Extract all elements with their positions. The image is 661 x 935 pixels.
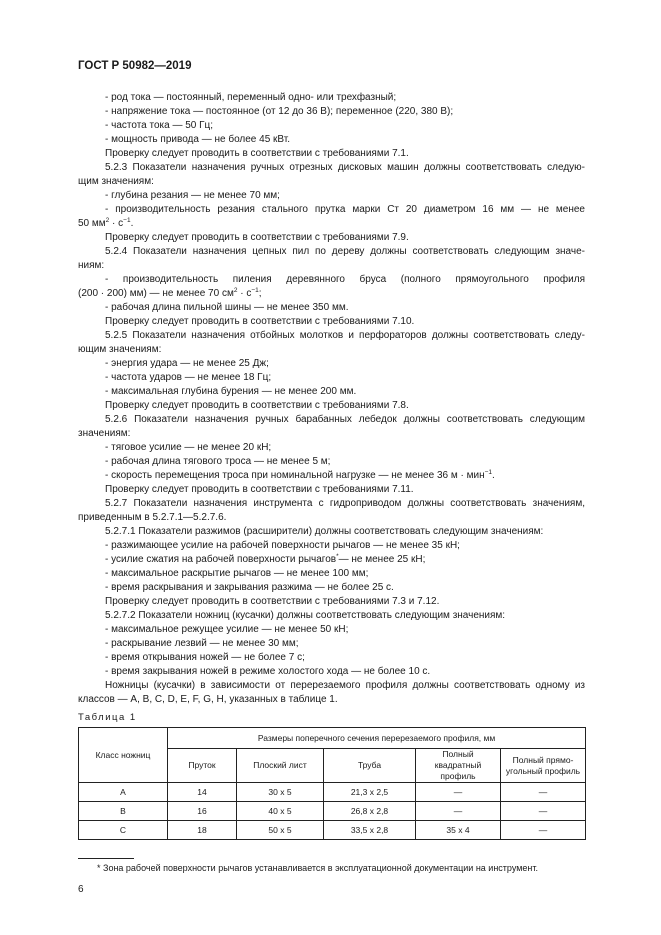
footnote-rule — [78, 858, 134, 859]
text-line: - тяговое усилие — не менее 20 кН; — [105, 442, 272, 453]
text-line: Ножницы (кусачки) в зависимости от перерезаемого профиля должны соответствовать одному из — [105, 680, 585, 691]
col-header-class: Класс ножниц — [79, 728, 168, 783]
table-cell: 26,8 х 2,8 — [324, 802, 416, 821]
text-line: - разжимающее усилие на рабочей поверхности рычагов — не менее 35 кН; — [105, 540, 460, 551]
text-line — [78, 217, 585, 231]
group-header: Размеры поперечного сечения перерезаемого профиля, мм — [168, 728, 586, 749]
text-line: Проверку следует проводить в соответствии с требованиями 7.8. — [105, 400, 409, 411]
text-line: значениям: — [78, 428, 131, 439]
text-line: Проверку следует проводить в соответствии с требованиями 7.10. — [105, 316, 415, 327]
text-line: 5.2.7.2 Показатели ножниц (кусачки) должны соответствовать следующим значениям: — [105, 610, 506, 621]
table-cell: 21,3 х 2,5 — [324, 783, 416, 802]
table-cell: 16 — [168, 802, 237, 821]
superscript: −1 — [251, 287, 259, 294]
text-line — [105, 525, 585, 539]
text-line: - время закрывания ножей в режиме холостого хода — не более 10 с. — [105, 666, 431, 677]
superscript: −1 — [484, 469, 493, 476]
table-cell: — — [416, 802, 501, 821]
text-fragment: · с — [237, 288, 252, 299]
text-line: 5.2.7 Показатели назначения инструмента с гидроприводом должны соответствовать значениям, — [105, 498, 585, 509]
text-line: щим значениям: — [78, 176, 154, 187]
text-line: - время открывания ножей — не более 7 с; — [105, 652, 305, 663]
table-cell: В — [79, 802, 168, 821]
text-line: - глубина резания — не менее 70 мм; — [105, 190, 280, 201]
text-line — [105, 469, 585, 483]
table-cell: 33,5 х 2,8 — [324, 821, 416, 840]
text-line: - мощность привода — не более 45 кВт. — [105, 134, 291, 145]
col-header: Плоский лист — [237, 749, 324, 783]
text-line: Проверку следует проводить в соответствии с требованиями 7.9. — [105, 232, 409, 243]
text-fragment: - усилие сжатия на рабочей поверхности рычагов — [105, 554, 337, 565]
text-line — [105, 553, 585, 567]
col-header: Пруток — [168, 749, 237, 783]
text-fragment: . — [130, 218, 134, 229]
table-cell: 40 х 5 — [237, 802, 324, 821]
text-line: ниям: — [78, 260, 105, 271]
superscript: 2 — [105, 217, 110, 224]
text-fragment: - скорость перемещения троса при номинальной нагрузке — не менее 36 м · мин — [105, 470, 485, 481]
table-cell: 50 х 5 — [237, 821, 324, 840]
table-caption: Таблица 1 — [78, 712, 137, 723]
table-cell: С — [79, 821, 168, 840]
table-cell: — — [501, 783, 586, 802]
text-line: - частота тока — 50 Гц; — [105, 120, 214, 131]
text-line: - род тока — постоянный, переменный одно- или трехфазный; — [105, 92, 397, 103]
text-line: ющим значениям: — [78, 344, 162, 355]
text-line: - производительность пиления деревянного бруса (полного прямоугольного профиля — [105, 274, 585, 285]
superscript: −1 — [123, 217, 131, 224]
text-line — [78, 287, 585, 301]
text-line: - максимальное режущее усилие — не менее 50 кН; — [105, 624, 349, 635]
superscript: 2 — [233, 287, 238, 294]
table-row — [79, 821, 586, 840]
table-cell: — — [501, 821, 586, 840]
text-line: приведенным в 5.2.7.1—5.2.7.6. — [78, 512, 227, 523]
table-cell: — — [501, 802, 586, 821]
document-header: ГОСТ Р 50982—2019 — [78, 60, 192, 72]
text-line: - максимальная глубина бурения — не менее 200 мм. — [105, 386, 357, 397]
text-line: классов — А, В, С, D, E, F, G, H, указанных в таблице 1. — [78, 694, 338, 705]
table-cell: 35 х 4 — [416, 821, 501, 840]
text-fragment: (200 · 200) мм) — не менее 70 см — [78, 288, 234, 299]
text-fragment: ; — [258, 288, 262, 299]
text-line: - производительность резания стального прутка марки Ст 20 диаметром 16 мм — не менее — [105, 204, 585, 215]
text-line: - время раскрывания и закрывания разжима — не более 25 с. — [105, 582, 394, 593]
page-number: 6 — [78, 884, 84, 895]
table-cell: 14 — [168, 783, 237, 802]
text-line: - энергия удара — не менее 25 Дж; — [105, 358, 269, 369]
text-line: Проверку следует проводить в соответствии с требованиями 7.3 и 7.12. — [105, 596, 440, 607]
text-line: Проверку следует проводить в соответствии с требованиями 7.1. — [105, 148, 409, 159]
text-line: - частота ударов — не менее 18 Гц; — [105, 372, 272, 383]
table-row — [79, 783, 586, 802]
text-fragment: · с — [109, 218, 124, 229]
text-line: 5.2.3 Показатели назначения ручных отрезных дисковых машин должны соответствовать следую- — [105, 162, 585, 173]
table-row — [79, 802, 586, 821]
text-line: - рабочая длина тягового троса — не менее 5 м; — [105, 456, 331, 467]
text-fragment: . — [492, 470, 495, 481]
text-line: 5.2.5 Показатели назначения отбойных молотков и перфораторов должны соответствовать следу- — [105, 330, 585, 341]
text-line: 5.2.4 Показатели назначения цепных пил по дереву должны соответствовать следующим значе- — [105, 246, 585, 257]
footnote-marker: * — [336, 553, 339, 560]
col-header: Полный прямо- угольный профиль — [501, 749, 586, 783]
table-cell: — — [416, 783, 501, 802]
table-cell: А — [79, 783, 168, 802]
profile-classes-table — [78, 727, 586, 840]
col-header: Полный квадратный профиль — [416, 749, 501, 783]
text-line: - раскрывание лезвий — не менее 30 мм; — [105, 638, 299, 649]
table-cell: 30 х 5 — [237, 783, 324, 802]
footnote: * Зона рабочей поверхности рычагов устанавливается в эксплуатационной документации на инструмент. — [97, 863, 539, 873]
text-line: 5.2.6 Показатели назначения ручных барабанных лебедок должны соответствовать следующим — [105, 414, 585, 425]
text-fragment: 5.2.7.1 Показатели разжимов (расширители) должны соответствовать следующим значениям: — [105, 526, 544, 537]
text-line: - максимальное раскрытие рычагов — не менее 100 мм; — [105, 568, 369, 579]
col-header: Труба — [324, 749, 416, 783]
text-line: - рабочая длина пильной шины — не менее 350 мм. — [105, 302, 349, 313]
text-fragment: 50 мм — [78, 218, 106, 229]
table-cell: 18 — [168, 821, 237, 840]
text-line: Проверку следует проводить в соответствии с требованиями 7.11. — [105, 484, 414, 495]
text-line: - напряжение тока — постоянное (от 12 до 36 В); переменное (220, 380 В); — [105, 106, 454, 117]
text-fragment: — не менее 25 кН; — [338, 554, 426, 565]
